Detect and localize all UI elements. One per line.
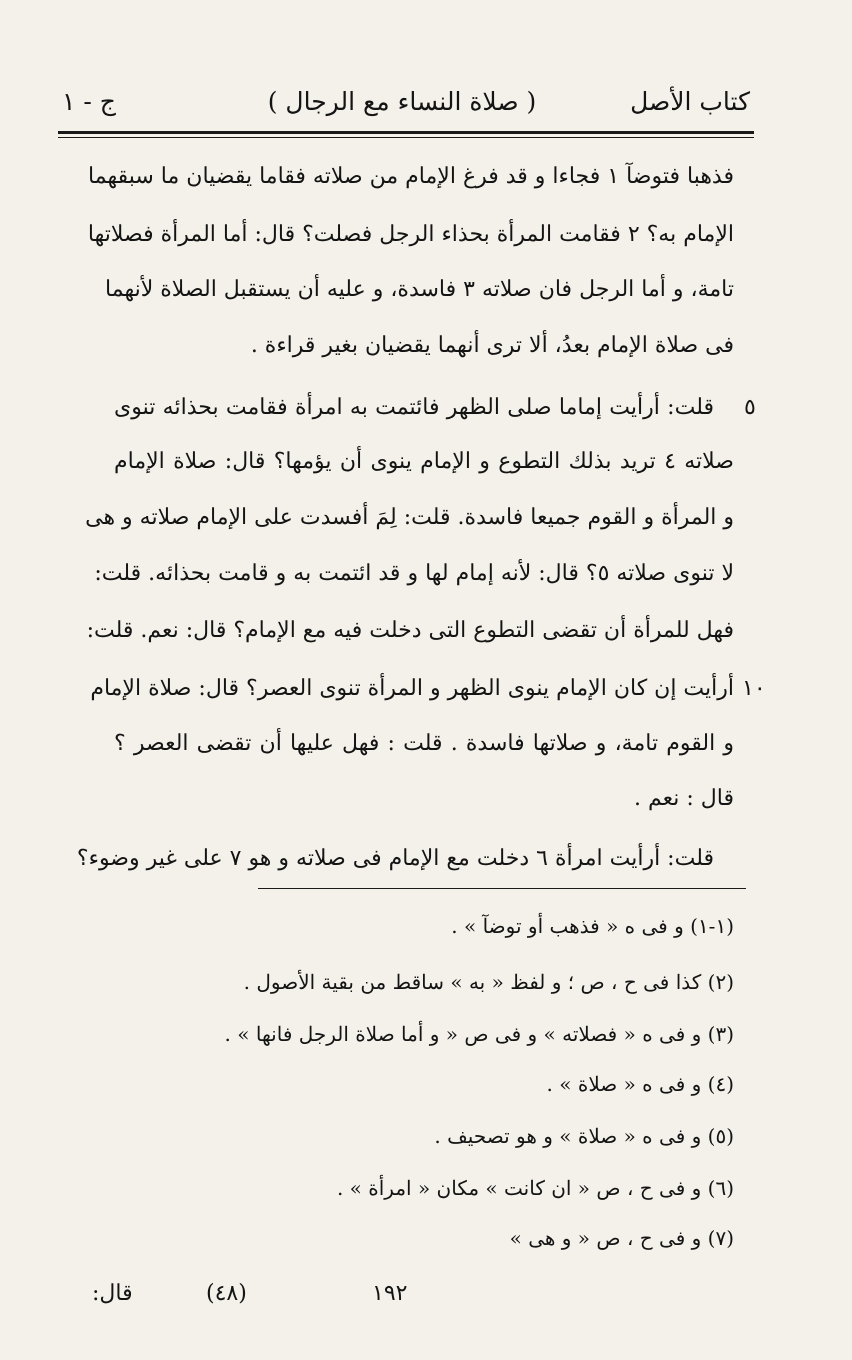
line-number-5: ٥	[744, 395, 756, 420]
body-line-8: لا تنوى صلاته ٥؟ قال: لأنه إمام لها و قد ائتمت به و قامت بحذائه. قلت:	[94, 561, 734, 586]
footnote-1: (١-١) و فى ه « فذهب أو توضآ » .	[451, 914, 734, 938]
chapter-title: ( صلاة النساء مع الرجال )	[267, 87, 537, 116]
body-line-5: قلت: أرأيت إماما صلى الظهر فائتمت به امرأة فقامت بحذائه تنوى	[114, 395, 714, 420]
body-line-11: و القوم تامة، و صلاتها فاسدة . قلت : فهل عليها أن تقضى العصر ؟	[114, 731, 734, 756]
page-number: ١٩٢	[372, 1281, 408, 1306]
line-number-10: ١٠	[742, 676, 766, 701]
body-line-6: صلاته ٤ تريد بذلك التطوع و الإمام ينوى أن يؤمها؟ قال: صلاة الإمام	[114, 449, 734, 474]
catchword: قال:	[92, 1281, 133, 1306]
body-line-3: تامة، و أما الرجل فان صلاته ٣ فاسدة، و عليه أن يستقبل الصلاة لأنهما	[105, 277, 734, 302]
footnote-7: (٧) و فى ح ، ص « و هى »	[509, 1226, 734, 1250]
volume-number: ج - ١	[62, 87, 116, 116]
body-line-9: فهل للمرأة أن تقضى التطوع التى دخلت فيه مع الإمام؟ قال: نعم. قلت:	[86, 618, 734, 643]
body-line-10: أرأيت إن كان الإمام ينوى الظهر و المرأة تنوى العصر؟ قال: صلاة الإمام	[90, 676, 734, 701]
body-line-12: قال : نعم .	[634, 786, 734, 811]
footnote-separator	[258, 888, 746, 889]
body-line-2: الإمام به؟ ٢ فقامت المرأة بحذاء الرجل فصلت؟ قال: أما المرأة فصلاتها	[87, 222, 734, 247]
footnote-2: (٢) كذا فى ح ، ص ؛ و لفظ « به » ساقط من بقية الأصول .	[243, 970, 734, 994]
footnote-3: (٣) و فى ه « فصلاته » و فى ص « و أما صلاة الرجل فانها » .	[224, 1022, 734, 1046]
body-line-4: فى صلاة الإمام بعدُ، ألا ترى أنهما يقضيان بغير قراءة .	[250, 333, 734, 358]
book-title: كتاب الأصل	[630, 87, 750, 116]
page-header	[62, 84, 750, 124]
body-line-1: فذهبا فتوضآ ١ فجاءا و قد فرغ الإمام من صلاته فقاما يقضيان ما سبقهما	[88, 164, 734, 189]
header-rule-thin	[58, 137, 754, 138]
signature-mark: (٤٨)	[206, 1281, 247, 1306]
footnote-6: (٦) و فى ح ، ص « ان كانت » مكان « امرأة » .	[336, 1176, 734, 1200]
body-line-7: و المرأة و القوم جميعا فاسدة. قلت: لِمَ أفسدت على الإمام صلاته و هى	[85, 505, 734, 530]
footnote-4: (٤) و فى ه « صلاة » .	[546, 1072, 734, 1096]
body-line-13: قلت: أرأيت امرأة ٦ دخلت مع الإمام فى صلاته و هو ٧ على غير وضوء؟	[76, 846, 714, 871]
footnote-5: (٥) و فى ه « صلاة » و هو تصحيف .	[434, 1124, 734, 1148]
header-rule-thick	[58, 131, 754, 134]
